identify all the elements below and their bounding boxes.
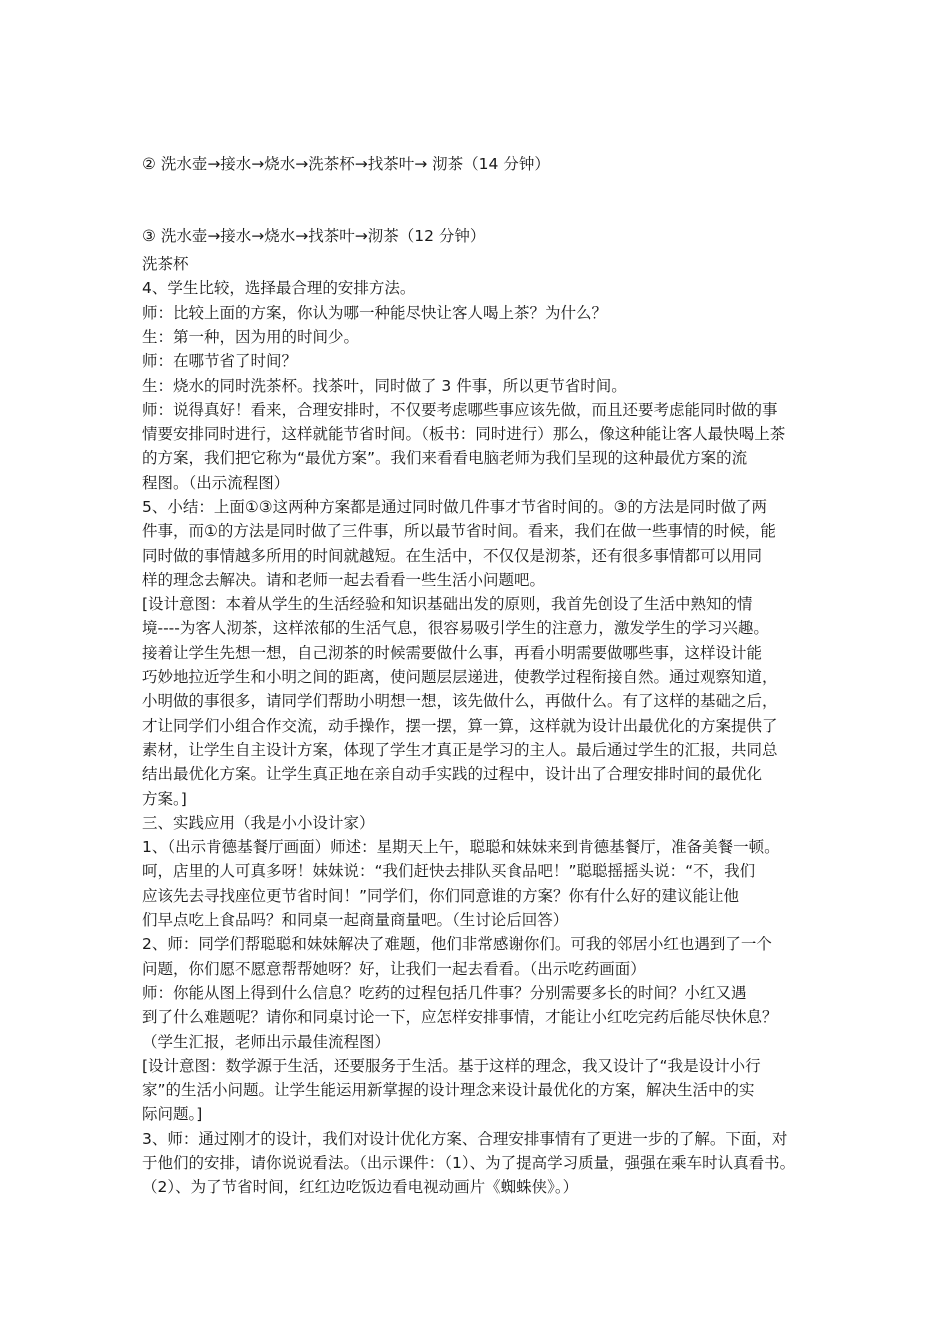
text-line: 际问题。] [142,1105,203,1123]
text-line: 才让同学们小组合作交流，动手操作，摆一摆，算一算，这样就为设计出最优化的方案提供了 [142,717,778,735]
text-line: ② 洗水壶→接水→烧水→洗茶杯→找茶叶→ 沏茶（14 分钟） [142,155,550,173]
text-line: 师：说得真好！看来，合理安排时，不仅要考虑哪些事应该先做，而且还要考虑能同时做的事 [142,401,778,419]
text-line: 的方案，我们把它称为“最优方案”。我们来看看电脑老师为我们呈现的这种最优方案的流 [142,449,748,467]
text-line: 素材，让学生自主设计方案，体现了学生才真正是学习的主人。最后通过学生的汇报，共同总 [142,741,778,759]
text-line: ③ 洗水壶→接水→烧水→找茶叶→沏茶（12 分钟） [142,227,486,245]
text-line: 样的理念去解决。请和老师一起去看看一些生活小问题吧。 [142,571,546,589]
text-line: 师：在哪节省了时间？ [142,352,298,370]
text-line: 于他们的安排，请你说说看法。（出示课件：（1）、为了提高学习质量，强强在乘车时认真看书。 [142,1154,796,1172]
text-line: 问题，你们愿不愿意帮帮她呀？好，让我们一起去看看。（出示吃药画面） [142,960,646,978]
text-line: 接着让学生先想一想，自己沏茶的时候需要做什么事，再看小明需要做哪些事，这样设计能 [142,644,763,662]
text-line: 师：比较上面的方案，你认为哪一种能尽快让客人喝上茶？为什么？ [142,304,608,322]
text-line: 小明做的事很多，请同学们帮助小明想一想，该先做什么，再做什么。有了这样的基础之后， [142,692,778,710]
text-line: 们早点吃上食品吗？和同桌一起商量商量吧。（生讨论后回答） [142,911,569,929]
text-line: 情要安排同时进行，这样就能节省时间。（板书：同时进行）那么，像这种能让客人最快喝上茶 [142,425,786,443]
text-line: （2）、为了节省时间，红红边吃饭边看电视动画片《蜘蛛侠》。） [142,1178,579,1196]
text-line: 生：烧水的同时洗茶杯。找茶叶，同时做了 3 件事，所以更节省时间。 [142,377,627,395]
text-line: [设计意图：数学源于生活，还要服务于生活。基于这样的理念，我又设计了“我是设计小行 [142,1057,761,1075]
text-line: 师：你能从图上得到什么信息？吃药的过程包括几件事？分别需要多长的时间？小红又遇 [142,984,747,1002]
text-line: 5、小结：上面①③这两种方案都是通过同时做几件事才节省时间的。③的方法是同时做了两 [142,498,768,516]
text-line: （学生汇报，老师出示最佳流程图） [142,1033,391,1051]
text-line: 2、师：同学们帮聪聪和妹妹解决了难题，他们非常感谢你们。可我的邻居小红也遇到了一个 [142,935,772,953]
text-line: 1、（出示肯德基餐厅画面）师述：星期天上午，聪聪和妹妹来到肯德基餐厅，准备美餐一顿。 [142,838,780,856]
text-line: 3、师：通过刚才的设计，我们对设计优化方案、合理安排事情有了更进一步的了解。下面，对 [142,1130,788,1148]
text-line: 应该先去寻找座位更节省时间！”同学们，你们同意谁的方案？你有什么好的建议能让他 [142,887,740,905]
text-line: 境----为客人沏茶，这样浓郁的生活气息，很容易吸引学生的注意力，激发学生的学习兴趣。 [142,619,769,637]
text-line: 方案。] [142,790,187,808]
text-line: 到了什么难题呢？请你和同桌讨论一下，应怎样安排事情，才能让小红吃完药后能尽快休息？ [142,1008,778,1026]
text-line: 巧妙地拉近学生和小明之间的距离，使问题层层递进，使教学过程衔接自然。通过观察知道， [142,668,778,686]
text-line: 呵，店里的人可真多呀！妹妹说：“我们赶快去排队买食品吧！”聪聪摇摇头说：“不，我们 [142,862,756,880]
text-line: 同时做的事情越多所用的时间就越短。在生活中，不仅仅是沏茶，还有很多事情都可以用同 [142,547,763,565]
text-line: 结出最优化方案。让学生真正地在亲自动手实践的过程中，设计出了合理安排时间的最优化 [142,765,763,783]
text-line: 4、学生比较，选择最合理的安排方法。 [142,279,416,297]
text-line: 三、实践应用（我是小小设计家） [142,814,375,832]
text-line: 生：第一种，因为用的时间少。 [142,328,360,346]
text-line: [设计意图：本着从学生的生活经验和知识基础出发的原则，我首先创设了生活中熟知的情 [142,595,753,613]
text-line: 家”的生活小问题。让学生能运用新掌握的设计理念来设计最优化的方案，解决生活中的实 [142,1081,755,1099]
text-line: 件事，而①的方法是同时做了三件事，所以最节省时间。看来，我们在做一些事情的时候，能 [142,522,776,540]
text-line: 程图。（出示流程图） [142,474,290,492]
text-line: 洗茶杯 [142,255,189,273]
